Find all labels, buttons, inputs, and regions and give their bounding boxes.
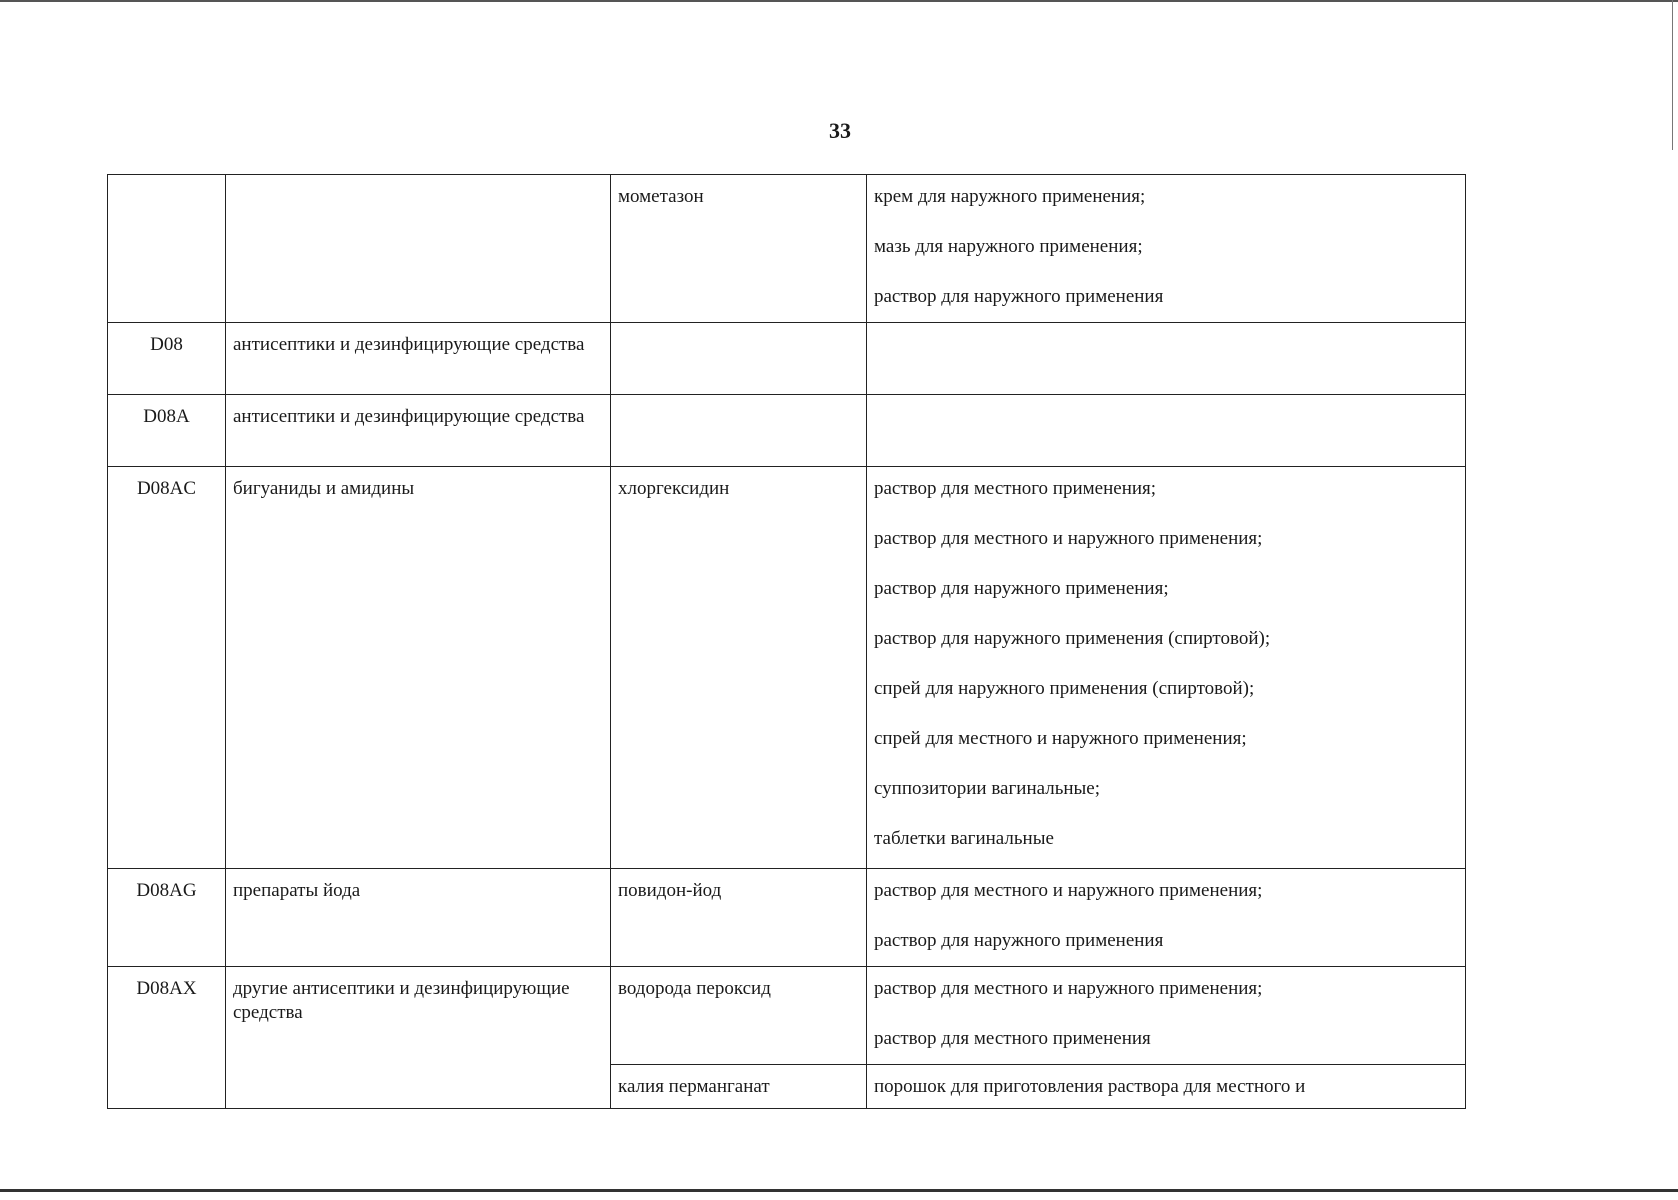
dosage-form: суппозитории вагинальные;	[874, 778, 1101, 799]
top-scan-rule	[0, 0, 1678, 2]
dosage-form: раствор для местного и наружного применения;	[874, 978, 1263, 999]
group-name-cell: препараты йода	[226, 869, 611, 967]
drug-name-cell: хлоргексидин	[611, 467, 867, 869]
dosage-form: раствор для наружного применения	[874, 930, 1164, 951]
dosage-form: раствор для местного применения;	[874, 478, 1157, 499]
table-row	[108, 967, 1466, 1065]
dosage-forms-cell	[867, 395, 1466, 467]
drug-name-cell	[611, 323, 867, 395]
right-scan-edge	[1672, 0, 1673, 150]
group-name-cell: антисептики и дезинфицирующие средства	[226, 395, 611, 467]
bottom-scan-rule	[0, 1189, 1678, 1192]
drug-name-cell	[611, 395, 867, 467]
group-name-cell: антисептики и дезинфицирующие средства	[226, 323, 611, 395]
dosage-form: спрей для местного и наружного применения;	[874, 728, 1247, 749]
drug-name-cell: калия перманганат	[611, 1065, 867, 1109]
dosage-form: таблетки вагинальные	[874, 828, 1054, 849]
drug-table	[107, 174, 1466, 1109]
dosage-form: раствор для местного и наружного применения;	[874, 528, 1263, 549]
dosage-form: мазь для наружного применения;	[874, 236, 1143, 257]
table-row	[108, 869, 1466, 967]
dosage-forms-cell	[867, 1065, 1466, 1109]
table-row	[108, 395, 1466, 467]
page-number: 33	[829, 118, 851, 143]
dosage-forms-cell	[867, 467, 1466, 869]
drug-name-cell: мометазон	[611, 175, 867, 323]
table-row	[108, 323, 1466, 395]
atc-code-cell: D08	[108, 323, 226, 395]
atc-code-cell: D08AX	[108, 967, 226, 1109]
drug-name-cell: водорода пероксид	[611, 967, 867, 1065]
dosage-forms-cell	[867, 175, 1466, 323]
group-name-cell: бигуаниды и амидины	[226, 467, 611, 869]
group-name-cell: другие антисептики и дезинфицирующие средства	[226, 967, 611, 1109]
dosage-form: спрей для наружного применения (спиртовой);	[874, 678, 1255, 699]
drug-name-cell: повидон-йод	[611, 869, 867, 967]
dosage-form: крем для наружного применения;	[874, 186, 1146, 207]
table-row	[108, 175, 1466, 323]
dosage-form: раствор для наружного применения;	[874, 578, 1169, 599]
dosage-form: раствор для наружного применения (спиртовой);	[874, 628, 1271, 649]
dosage-forms-cell	[867, 967, 1466, 1065]
atc-code-cell	[108, 175, 226, 323]
atc-code-cell: D08AC	[108, 467, 226, 869]
table-row	[108, 467, 1466, 869]
dosage-form: раствор для местного и наружного применения;	[874, 880, 1263, 901]
dosage-form: раствор для наружного применения	[874, 286, 1164, 307]
dosage-forms-cell	[867, 323, 1466, 395]
atc-code-cell: D08AG	[108, 869, 226, 967]
dosage-form: порошок для приготовления раствора для местного и	[874, 1076, 1306, 1097]
dosage-forms-cell	[867, 869, 1466, 967]
group-name-cell	[226, 175, 611, 323]
dosage-form: раствор для местного применения	[874, 1028, 1151, 1049]
atc-code-cell: D08A	[108, 395, 226, 467]
